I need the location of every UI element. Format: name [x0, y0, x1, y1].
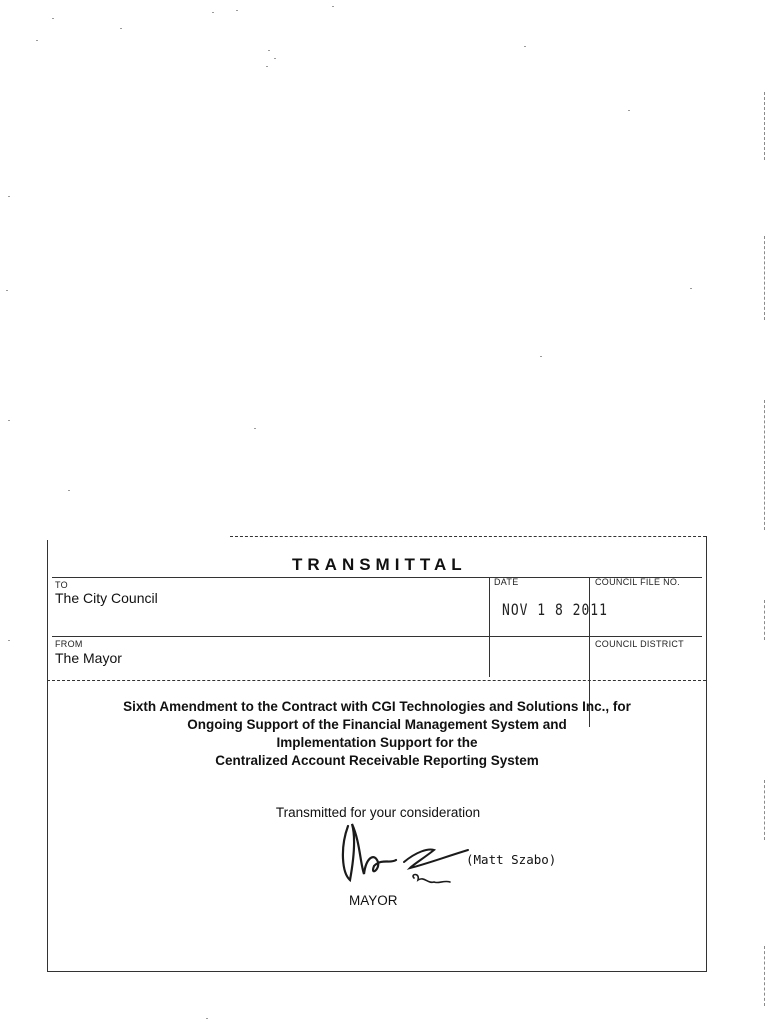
- date-label: DATE: [494, 577, 519, 587]
- form-title: TRANSMITTAL: [292, 555, 467, 574]
- council-file-label: COUNCIL FILE NO.: [595, 577, 680, 587]
- from-label: FROM: [55, 639, 83, 649]
- subject-block: [60, 698, 694, 770]
- subject-line: Implementation Support for the: [276, 735, 478, 750]
- subject-line: Sixth Amendment to the Contract with CGI Technologies and Solutions Inc., for: [123, 699, 631, 714]
- council-district-label: COUNCIL DISTRICT: [595, 639, 684, 649]
- to-value: The City Council: [55, 590, 158, 606]
- subject-line: Ongoing Support of the Financial Management System and: [187, 717, 567, 732]
- signer-name: (Matt Szabo): [466, 852, 557, 867]
- handwritten-signature: [330, 818, 470, 898]
- to-label: TO: [55, 580, 68, 590]
- mayor-label: MAYOR: [349, 893, 398, 908]
- subject-line: Centralized Account Receivable Reporting System: [215, 753, 539, 768]
- from-value: The Mayor: [55, 650, 122, 666]
- date-stamp: NOV 1 8 2011: [502, 601, 608, 620]
- transmittal-note: Transmitted for your consideration: [275, 805, 481, 820]
